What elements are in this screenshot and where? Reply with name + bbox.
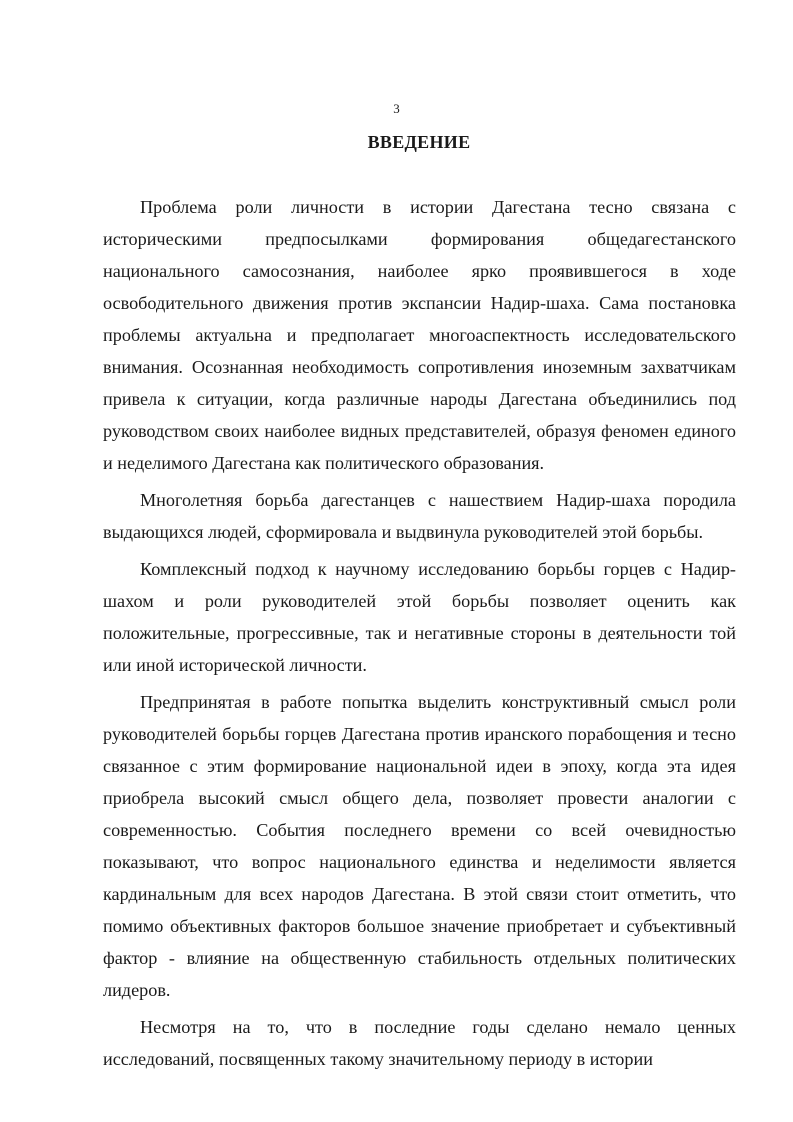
paragraph: Проблема роли личности в истории Дагестана тесно связана с историческими предпосылками формирования общедагестанского национального самосознания, наиболее ярко проявившегося в ходе освободительного движения против экспансии Надир-шаха. Сама постановка проблемы актуальна и предполагает многоаспектность исследовательского внимания. Осознанная необходимость сопротивления иноземным захватчикам привела к ситуации, когда различные народы Дагестана объединились под руководством своих наиболее видных представителей, образуя феномен единого и неделимого Дагестана как политического образования. <box>103 197 736 473</box>
section-heading: ВВЕДЕНИЕ <box>367 132 471 152</box>
paragraph: Комплексный подход к научному исследованию борьбы горцев с Надир-шахом и роли руководителей этой борьбы позволяет оценить как положительные, прогрессивные, так и негативные стороны в деятельности той или иной исторической личности. <box>103 559 736 675</box>
paragraph: Многолетняя борьба дагестанцев с нашествием Надир-шаха породила выдающихся людей, сформировала и выдвинула руководителей этой борьбы. <box>103 490 736 542</box>
body-text <box>103 191 736 1075</box>
paragraph: Несмотря на то, что в последние годы сделано немало ценных исследований, посвященных такому значительному периоду в истории <box>103 1017 736 1069</box>
page-number: 3 <box>393 101 400 116</box>
paragraph: Предпринятая в работе попытка выделить конструктивный смысл роли руководителей борьбы горцев Дагестана против иранского порабощения и тесно связанное с этим формирование национальной идеи в эпоху, когда эта идея приобрела высокий смысл общего дела, позволяет провести аналогии с современностью. События последнего времени со всей очевидностью показывают, что вопрос национального единства и неделимости является кардинальным для всех народов Дагестана. В этой связи стоит отметить, что помимо объективных факторов большое значение приобретает и субъективный фактор - влияние на общественную стабильность отдельных политических лидеров. <box>103 692 736 1000</box>
